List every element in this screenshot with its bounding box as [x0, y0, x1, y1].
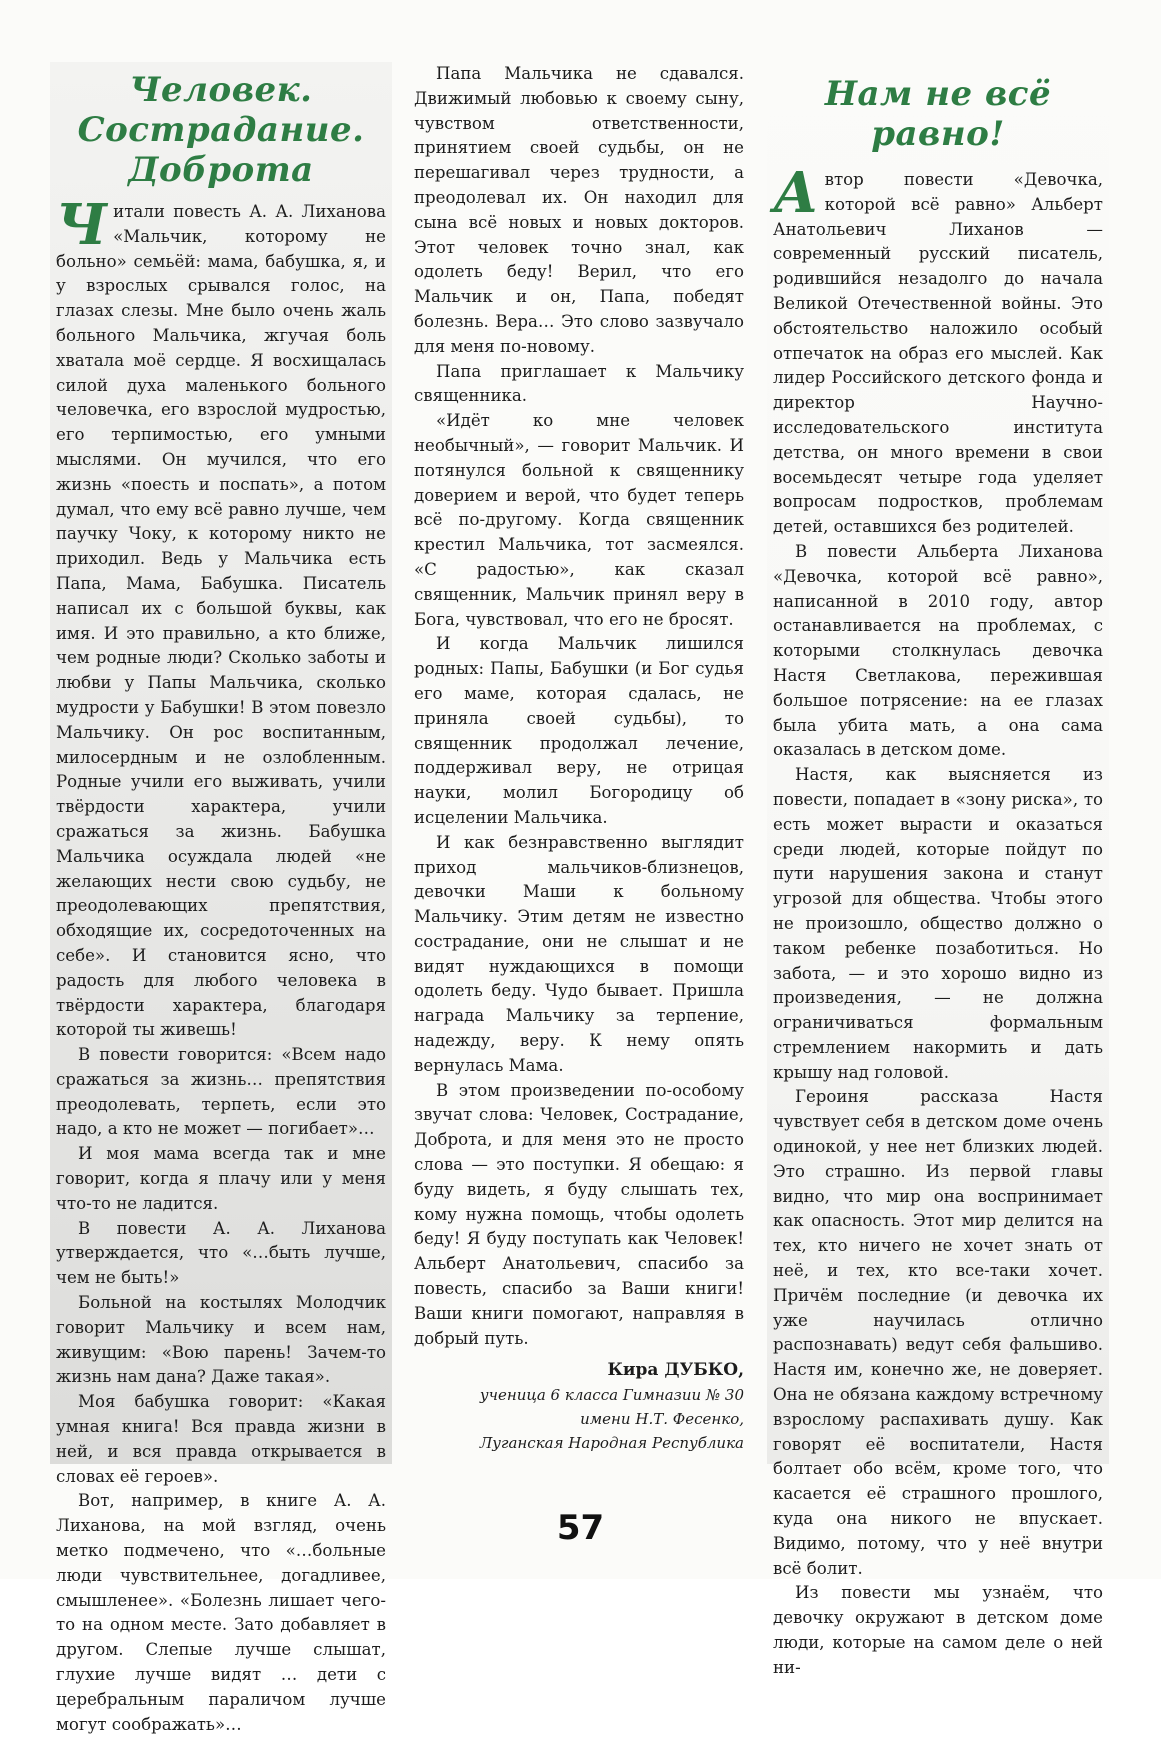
author-line-3: Луганская Народная Республика — [479, 1434, 744, 1453]
author-name: Кира ДУБКО, — [607, 1360, 744, 1381]
article2-dropcap: А — [773, 160, 819, 226]
author-line-2: имени Н.Т. Фесенко, — [580, 1410, 744, 1429]
article1-column-1 — [50, 62, 392, 1734]
author-line-1: ученица 6 класса Гимназии № 30 — [479, 1386, 744, 1405]
article1-column-2 — [408, 62, 750, 1464]
article1-paragraph-9: Папа приглашает к Мальчику священника. — [414, 361, 744, 406]
article1-dropcap: Ч — [56, 192, 108, 258]
article1-paragraph-12: И как безнравственно выглядит приход мальчиков-близнецов, девочки Маши к больному Мальчику. Этим детям не известно сострадание, они не слышат и не видят нуждающихся в помощи одолеть беду. Чудо бывает. Пришла награда Мальчику за терпение, надежду, веру. К нему опять вернулась Мама. — [414, 832, 744, 1075]
article2-paragraph-4: Героиня рассказа Настя чувствует себя в детском доме очень одинокой, у нее нет близких людей. Это страшно. Из первой главы видно, что мир она воспринимает как опасность. Этот мир делится на тех, кто ничего не хочет знать от неё, и тех, кто все-таки хочет. Причём последние (и девочка их уже научилась отлично распознавать) ведут себя фальшиво. Настя им, конечно же, не доверяет. Она не обязана каждому встречному взрослому распахивать душу. Как говорят её воспитатели, Настя болтает обо всём, кроме того, что касается её страшного прошлого, куда она никого не впускает. Видимо, потому, что у неё внутри всё болит. — [773, 1087, 1103, 1578]
article1-signature — [414, 1357, 744, 1455]
article2-title: Нам не всё равно! — [824, 74, 1052, 154]
article2-paragraph-1: Автор повести «Девочка, которой всё равно» Альберт Анатольевич Лиханов — современный русский писатель, родившийся незадолго до начала Великой Отечественной войны. Это обстоятельство наложило особый отпечаток на образ его мыслей. Как лидер Российского детского фонда и директор Научно-исследовательского института детства, он много времени в свои восемьдесят четыре года уделяет вопросам подростков, проблемам детей, оставшихся без родителей. — [773, 160, 1103, 537]
article1-title: Человек. Сострадание. Доброта — [77, 70, 365, 190]
article1-paragraph-7: Вот, например, в книге А. А. Лиханова, на мой взгляд, очень метко подмечено, что «…больные люди чувствительнее, догадливее, смышленее». «Болезнь лишает чего-то на одном месте. Зато добавляет в другом. Слепые лучше слышат, глухие лучше видят … дети с церебральным параличом лучше могут соображать»… — [56, 1491, 386, 1734]
article1-paragraph-6: Моя бабушка говорит: «Какая умная книга! Вся правда жизни в ней, и вся правда открывается в словах её героев». — [56, 1392, 386, 1486]
article1-paragraph-1: Читали повесть А. А. Лиханова «Мальчик, которому не больно» семьёй: мама, бабушка, я, и у взрослых срывался голос, на глазах слезы. Мне было очень жаль больного Мальчика, жгучая боль хватала моё сердце. Я восхищалась силой духа маленького больного человечка, его взрослой мудростью, его терпимостью, его умными мыслями. Он мучился, что его жизнь «поесть и поспать», а потом думал, что ему всё равно лучше, чем паучку Чоку, к которому никто не приходил. Ведь у Мальчика есть Папа, Мама, Бабушка. Писатель написал их с большой буквы, как имя. И это правильно, а кто ближе, чем родные люди? Сколько заботы и любви у Папы Мальчика, сколько мудрости у Бабушки! В этом повезло Мальчику. Он рос воспитанным, милосердным и не озлобленным. Родные учили его выживать, учили твёрдости характера, учили сражаться за жизнь. Бабушка Мальчика осуждала людей «не желающих нести свою судьбу, не преодолевающих препятствия, обходящие их, сосредоточенных на себе». И становится ясно, что радость для любого человека в твёрдости характера, благодаря которой ты живешь! — [56, 192, 386, 1040]
article2-column — [767, 62, 1109, 1677]
article2-paragraph-3: Настя, как выясняется из повести, попадает в «зону риска», то есть может вырасти и оказаться среди людей, которые пойдут по пути нарушения закона и станут угрозой для общества. Чтобы этого не произошло, общество должно о таком ребенке позаботиться. Но забота, — и это хорошо видно из произведения, — не должна ограничиваться формальным стремлением накормить и дать крышу над головой. — [773, 765, 1103, 1082]
article1-paragraph-3: И моя мама всегда так и мне говорит, когда я плачу или у меня что-то не ладится. — [56, 1144, 386, 1213]
article1-paragraph-5: Больной на костылях Молодчик говорит Мальчику и всем нам, живущим: «Вою парень! Зачем-то жизнь нам дана? Даже такая». — [56, 1293, 386, 1387]
article1-paragraph-10: «Идёт ко мне человек необычный», — говорит Мальчик. И потянулся больной к священнику доверием и верой, что будет теперь всё по-другому. Когда священник крестил Мальчика, тот засмеялся. «С радостью», как сказал священник, Мальчик принял веру в Бога, чувствовал, что его не бросят. — [414, 411, 744, 629]
article1-paragraph-8: Папа Мальчика не сдавался. Движимый любовью к своему сыну, чувством ответственности, принятием своей судьбы, он не перешагивал через трудности, а преодолевал их. Он находил для сына всё новых и новых докторов. Этот человек точно знал, как одолеть беду! Верил, что его Мальчик и он, Папа, победят болезнь. Вера… Это слово зазвучало для меня по-новому. — [414, 64, 744, 356]
article1-paragraph-13: В этом произведении по-особому звучат слова: Человек, Сострадание, Доброта, и для меня это не просто слова — это поступки. Я обещаю: я буду видеть, я буду слышать тех, кому нужна помощь, чтобы одолеть беду! Я буду поступать как Человек! Альберт Анатольевич, спасибо за повесть, спасибо за Ваши книги! Ваши книги помогают, направляя в добрый путь. — [414, 1080, 744, 1348]
article2-paragraph-2: В повести Альберта Лиханова «Девочка, которой всё равно», написанной в 2010 году, автор останавливается на проблемах, с которыми столкнулась девочка Настя Светлакова, пережившая большое потрясение: на ее глазах была убита мать, а она сама оказалась в детском доме. — [773, 541, 1103, 760]
article1-paragraph-2: В повести говорится: «Всем надо сражаться за жизнь… препятствия преодолевать, терпеть, если это надо, а кто не может — погибает»… — [56, 1045, 386, 1139]
page-number: 57 — [556, 1508, 605, 1548]
article1-paragraph-11: И когда Мальчик лишился родных: Папы, Бабушки (и Бог судья его маме, которая сдалась, не приняла своей судьбы), то священник продолжал лечение, поддерживал веру, не отрицая науки, молил Богородицу об исцелении Мальчика. — [414, 634, 744, 827]
article2-paragraph-5: Из повести мы узнаём, что девочку окружают в детском доме люди, которые на самом деле о ней ни- — [773, 1583, 1103, 1677]
article1-paragraph-4: В повести А. А. Лиханова утверждается, что «…быть лучше, чем не быть!» — [56, 1218, 386, 1288]
